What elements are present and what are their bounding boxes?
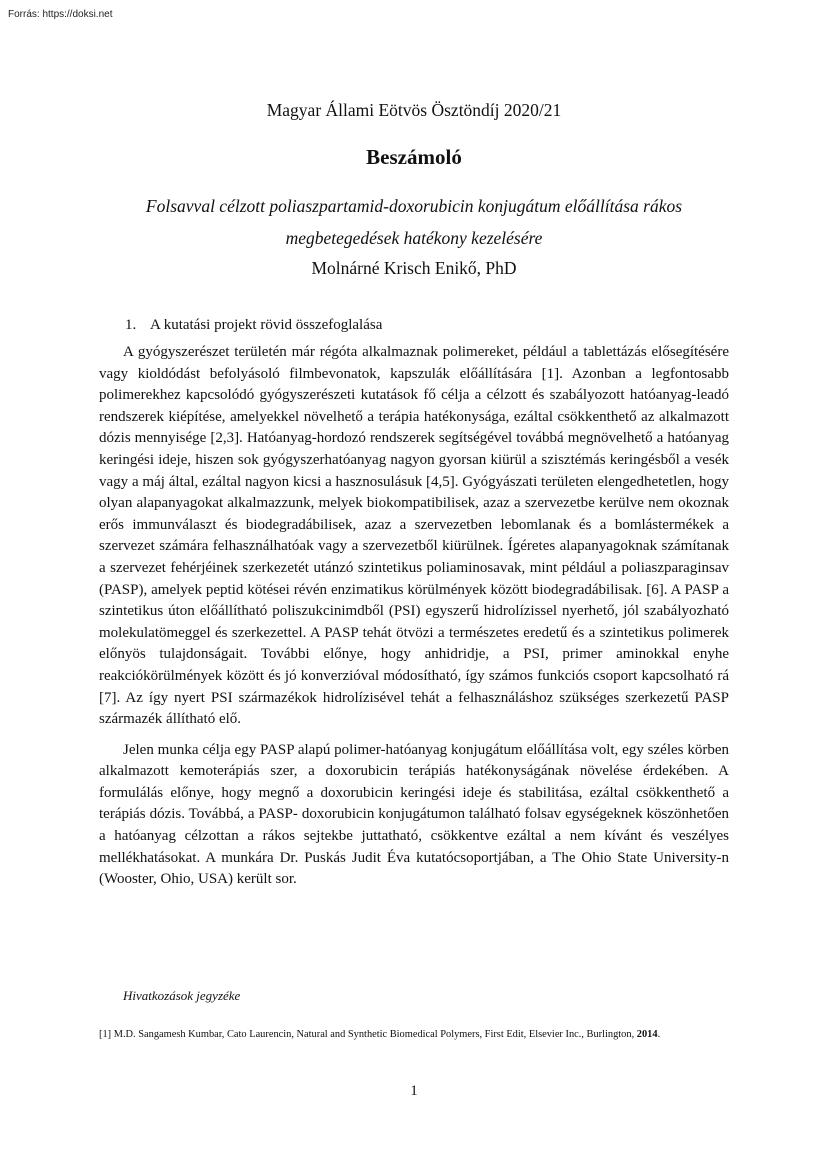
paragraph: Jelen munka célja egy PASP alapú polimer-hatóanyag konjugátum előállítása volt, egy széles körben alkalmazott kemoterápiás szer, a doxorubicin terápiás hatékonyságának növelése érdekében. A formulálás előnye, hogy megnő a doxorubicin keringési ideje és stabilitása, ezáltal csökkenthető a terápiás dózis. Továbbá, a PASP- doxorubicin konjugátumon található folsav egységeknek köszönhetően a hatóanyag célzottan a rákos sejtekbe juttatható, csökkentve ezáltal a nem kívánt és veszélyes mellékhatásokat. A munkára Dr. Puskás Judit Éva kutatócsoportjában, a The Ohio State University-n (Wooster, Ohio, USA) került sor.: [99, 741, 729, 888]
reference-item: [99, 1028, 729, 1043]
source-label: Forrás: https://doksi.net: [8, 9, 113, 20]
section-number: 1.: [125, 317, 137, 333]
section-heading: [125, 317, 382, 334]
subtitle-line-1: Folsavval célzott poliaszpartamid-doxorubicin konjugátum előállítása rákos: [145, 196, 683, 216]
scholarship-header: Magyar Állami Eötvös Ösztöndíj 2020/21: [266, 100, 562, 120]
reference-year: 2014: [636, 1029, 658, 1040]
author-name: Molnárné Krisch Enikő, PhD: [311, 258, 517, 278]
reference-end: .: [657, 1029, 661, 1040]
reference-text: [1] M.D. Sangamesh Kumbar, Cato Laurencin, Natural and Synthetic Biomedical Polymers, First Edit, Elsevier Inc., Burlington,: [99, 1029, 637, 1040]
page-number: 1: [410, 1083, 418, 1099]
document-title: Beszámoló: [366, 145, 462, 169]
references-heading: Hivatkozások jegyzéke: [123, 988, 241, 1003]
paragraph: A gyógyszerészet területén már régóta alkalmaznak polimereket, például a tablettázás elősegítésére vagy kioldódást befolyásoló filmbevonatok, kapszulák előállítására [1]. Azonban a legfontosabb polimerekhez kapcsolódó gyógyszerészeti kutatások fő célja a célzott és szabályozott hatóanyag-leadó rendszerek kiépítése, amelyekkel növelhető a terápia hatékonysága, ezáltal csökkenthető az alkalmazott dózis mennyisége [2,3]. Hatóanyag-hordozó rendszerek segítségével továbbá megnövelhető a hatóanyag keringési ideje, hiszen sok gyógyszerhatóanyag nagyon gyorsan kiürül a szisztémás keringésből a vesék vagy a máj által, ezáltal nagyon kicsi a hasznosulásuk [4,5]. Gyógyászati területen elengedhetetlen, hogy olyan alapanyagokat alkalmazzunk, melyek biokompatibilisek, azaz a szervezetbe kerülve nem okoznak erős immunválaszt és biodegradábilisek, azaz a szervezetben lebomlanak és a bomlástermékek a szervezet számára felhasználhatóak vagy a szervezetből kiürülnek. Ígéretes alapanyagoknak számítanak a szervezet fehérjéinek szerkezetét utánzó szintetikus poliaminosavak, mint például a poliaszparaginsav (PASP), amelyek peptid kötései révén enzimatikus körülmények között biodegradábilisak. [6]. A PASP a szintetikus úton előállítható poliszukcinimdből (PSI) egyszerű hidrolízissel nyerhető, jól szabályozható molekulatömeggel és szerkezettel. A PASP tehát ötvözi a természetes eredetű és a szintetikus polimerek előnyös tulajdonságait. További előnye, hogy anhidridje, a PSI, primer aminokkal enyhe reakciókörülmények között és jó konverzióval módosítható, így számos funkciós csoport kapcsolható rá [7]. Az így nyert PSI származékok hidrolízisével tehát a felhasználáshoz szükséges szerkezetű PASP származék állítható elő.: [99, 344, 729, 728]
section-title: A kutatási projekt rövid összefoglalása: [149, 317, 383, 333]
body-text: [99, 342, 729, 900]
document-subtitle: [99, 190, 729, 254]
subtitle-line-2: megbetegedések hatékony kezelésére: [285, 228, 543, 248]
